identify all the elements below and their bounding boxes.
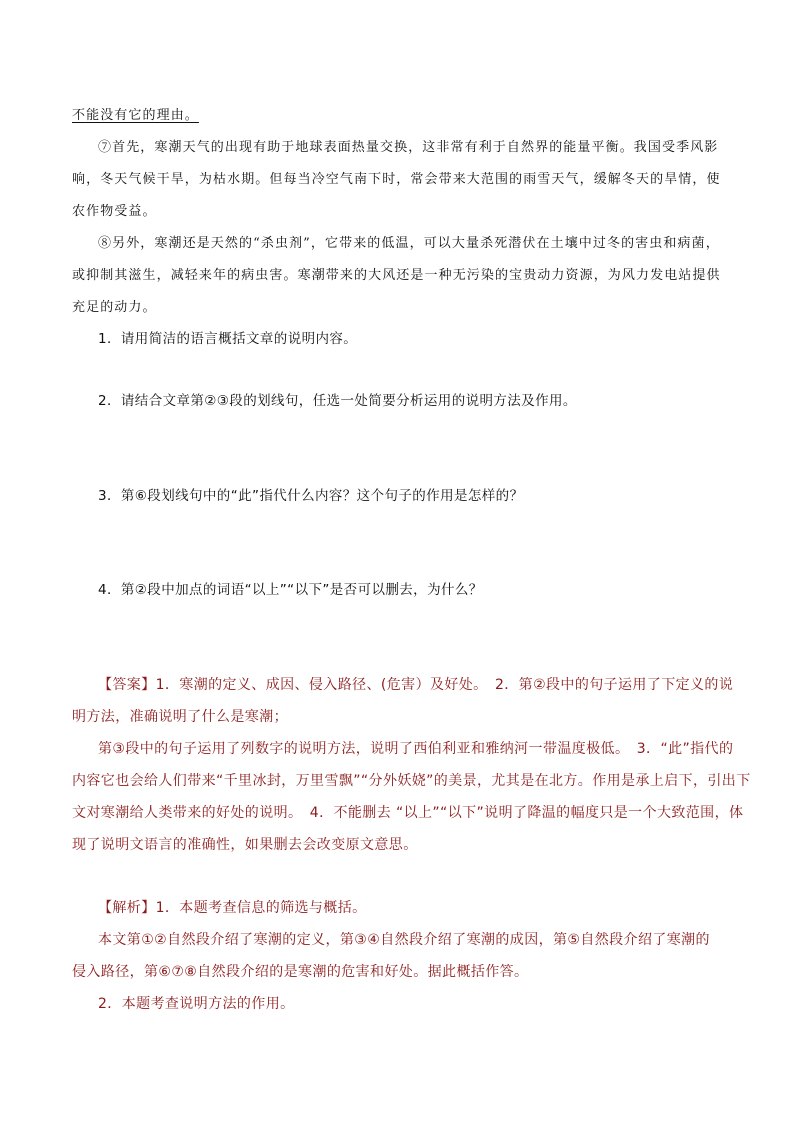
passage-p6-tail: 不能没有它的理由。 <box>72 108 199 123</box>
answer-line2: 明方法，准确说明了什么是寒潮； <box>72 709 288 725</box>
answer-line3: 第③段中的句子运用了列数字的说明方法，说明了西伯利亚和雅纳河一带温度极低。 3．“此”指代的 <box>98 741 734 757</box>
analysis-line4: 2．本题考查说明方法的作用。 <box>98 996 295 1012</box>
passage-p8-line2: 或抑制其滋生，减轻来年的病虫害。寒潮带来的大风还是一种无污染的宝贵动力资源，为风力发电站提供 <box>72 268 721 283</box>
question-1: 1．请用简洁的语言概括文章的说明内容。 <box>98 331 358 347</box>
analysis-line2: 本文第①②自然段介绍了寒潮的定义，第③④自然段介绍了寒潮的成因，第⑤自然段介绍了寒潮的 <box>98 932 710 948</box>
answer-line4: 内容它也会给人们带来“千里冰封，万里雪飘”“分外妖娆”的美景，尤其是在北方。作用是承上启下，引出下 <box>72 773 751 789</box>
question-3: 3．第⑥段划线句中的“此”指代什么内容？这个句子的作用是怎样的？ <box>98 488 524 504</box>
passage-p7-line3: 农作物受益。 <box>72 204 157 219</box>
answer-line5: 文对寒潮给人类带来的好处的说明。 4．不能删去 “以上”“以下”说明了降温的幅度只是一个大致范围，体 <box>72 805 744 821</box>
analysis-line1: 【解析】1．本题考查信息的筛选与概括。 <box>98 900 367 916</box>
passage-p7-line2: 响，冬天气候干旱，为枯水期。但每当冷空气南下时，常会带来大范围的雨雪天气，缓解冬天的旱情，使 <box>72 172 721 187</box>
answer-line6: 现了说明文语言的准确性，如果删去会改变原文意思。 <box>72 837 418 853</box>
question-2: 2．请结合文章第②③段的划线句，任选一处简要分析运用的说明方法及作用。 <box>98 393 577 409</box>
question-4: 4．第②段中加点的词语“以上”“以下”是否可以删去，为什么？ <box>98 582 483 598</box>
passage-p7-line1: ⑦首先，寒潮天气的出现有助于地球表面热量交换，这非常有利于自然界的能量平衡。我国受季风影 <box>98 140 719 155</box>
answer-line1: 【答案】1．寒潮的定义、成因、侵入路径、(危害）及好处。 2．第②段中的句子运用了下定义的说 <box>98 677 734 693</box>
passage-p8-line3: 充足的动力。 <box>72 300 157 315</box>
passage-p8-line1: ⑧另外，寒潮还是天然的“杀虫剂”，它带来的低温，可以大量杀死潜伏在土壤中过冬的害虫和病菌， <box>98 236 720 251</box>
analysis-line3: 侵入路径，第⑥⑦⑧自然段介绍的是寒潮的危害和好处。据此概括作答。 <box>72 964 529 980</box>
